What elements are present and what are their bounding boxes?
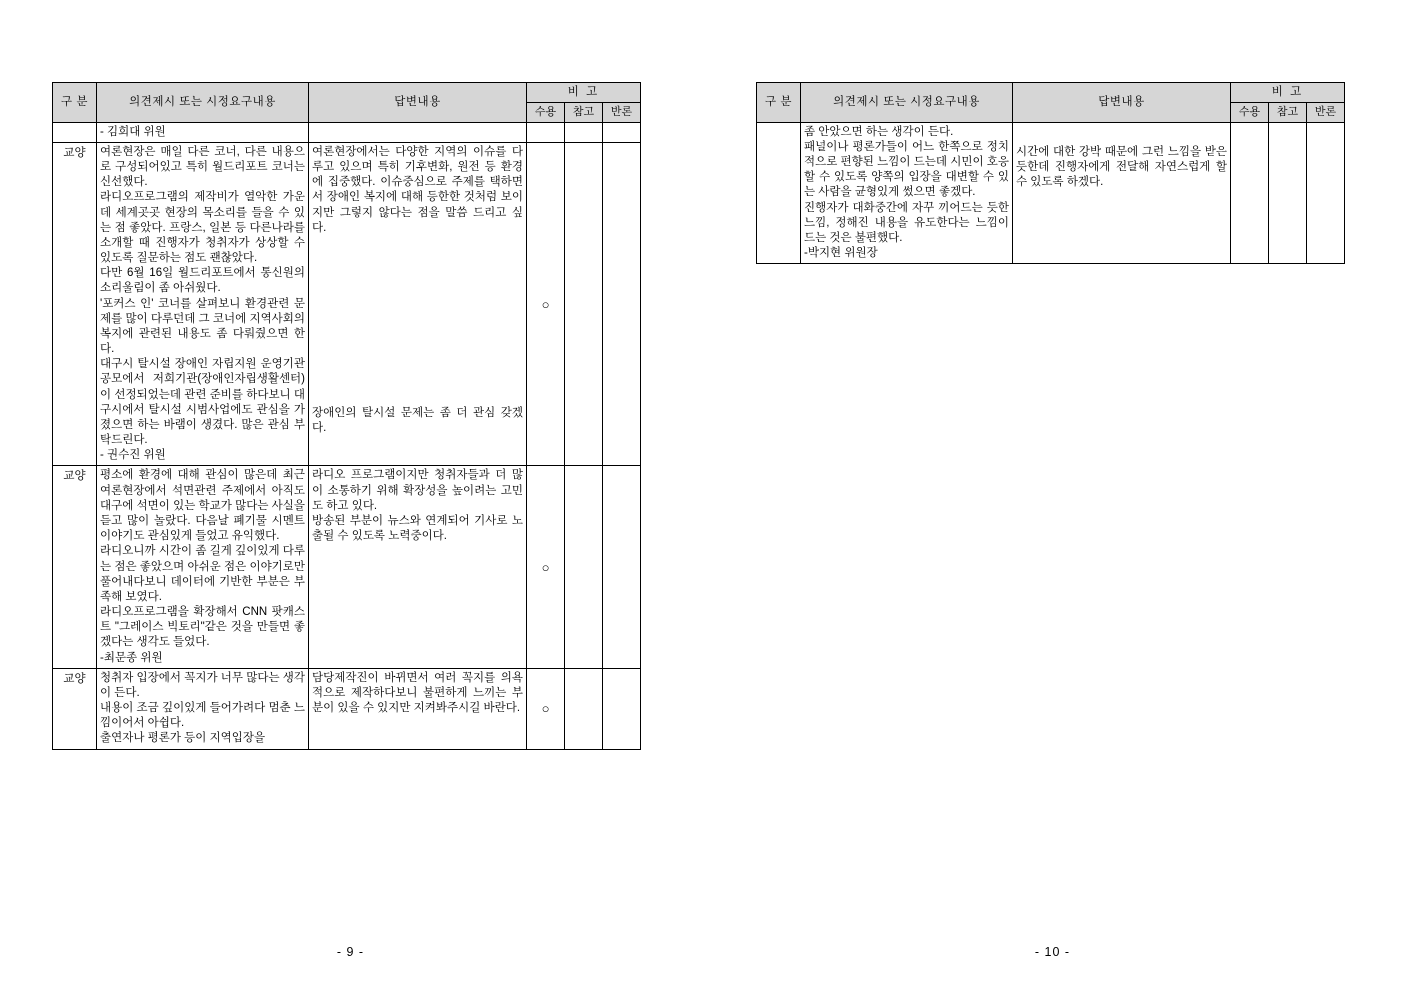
header-accept: 수용	[1231, 103, 1269, 123]
cell-opinion	[97, 122, 309, 142]
opinion-line: - 권수진 위원	[100, 449, 166, 462]
opinion-line: 다만 6월 16일 월드리포트에서 통신원의 소리울림이 좀 아쉬웠다.	[100, 267, 305, 295]
header-reference: 참고	[1269, 103, 1307, 123]
table-header-row-1	[757, 83, 1345, 103]
header-accept: 수용	[527, 103, 565, 123]
answer-line: 담당제작진이 바뀌면서 여러 꼭지를 의욕적으로 제작하다보니 불편하게 느끼는 부분이 있을 수 있지만 지켜봐주시길 바란다.	[312, 671, 523, 715]
page-right	[702, 0, 1403, 992]
header-answer: 답변내용	[309, 83, 527, 123]
cell-gubun	[53, 122, 97, 142]
opinion-line: 패널이나 평론가들이 어느 한쪽으로 정치적으로 편향된 느낌이 드는데 시민이 호응할 수 있도록 양쪽의 입장을 대변할 수 있는 사람을 균형있게 썼으면 좋겠다.	[804, 140, 1009, 199]
header-opinion: 의견제시 또는 시정요구내용	[801, 83, 1013, 123]
opinion-line: 좀 안았으면 하는 생각이 든다.	[804, 125, 954, 138]
cell-gubun: 교양	[53, 142, 97, 466]
answer-line: 라디오 프로그램이지만 청취자들과 더 많이 소통하기 위해 확장성을 높이려는 고민도 하고 있다.	[312, 469, 523, 512]
opinion-line: 라디오니까 시간이 좀 길게 깊이있게 다루는 점은 좋았으며 아쉬운 점은 이야기로만 풀어내다보니 데이터에 기반한 부분은 부족해 보였다.	[100, 545, 305, 603]
cell-reference	[565, 142, 603, 466]
opinion-line: -최문종 위원	[100, 651, 163, 664]
cell-opinion	[97, 466, 309, 668]
opinion-table-right	[756, 82, 1345, 264]
cell-accept	[527, 122, 565, 142]
answer-line: 방송된 부분이 뉴스와 연계되어 기사로 노출될 수 있도록 노력중이다.	[312, 514, 523, 543]
cell-rebut	[1307, 122, 1345, 264]
table-row	[53, 668, 641, 749]
cell-answer	[309, 668, 527, 749]
cell-reference	[1269, 122, 1307, 264]
cell-rebut	[603, 668, 641, 749]
opinion-line: 라디오프로그램의 제작비가 열악한 가운데 세계곳곳 현장의 목소리를 들을 수 있는 점 좋았다. 프랑스, 일본 등 다른나라를 소개할 때 진행자가 청취자가 상상할 수 있도록 질문하는 점도 괜찮았다.	[100, 191, 305, 265]
opinion-table-left	[52, 82, 641, 750]
header-rebut: 반론	[603, 103, 641, 123]
page-left	[0, 0, 701, 992]
right-table-wrapper	[756, 82, 1345, 264]
header-gubun: 구 분	[757, 83, 801, 123]
header-rebut: 반론	[1307, 103, 1345, 123]
cell-accept: ○	[527, 668, 565, 749]
cell-answer	[1013, 122, 1231, 264]
cell-reference	[565, 122, 603, 142]
answer-line: 시간에 대한 강박 때문에 그런 느낌을 받은 듯한데 진행자에게 전달해 자연스럽게 할 수 있도록 하겠다.	[1016, 145, 1227, 189]
answer-spacer	[312, 236, 523, 406]
cell-opinion	[97, 142, 309, 466]
cell-rebut	[603, 122, 641, 142]
header-gubun: 구 분	[53, 83, 97, 123]
cell-accept	[1231, 122, 1269, 264]
cell-reference	[565, 668, 603, 749]
cell-rebut	[603, 142, 641, 466]
cell-answer	[309, 122, 527, 142]
header-reference: 참고	[565, 103, 603, 123]
cell-answer	[309, 142, 527, 466]
opinion-line: 대구시 탈시설 장애인 자립지원 운영기관 공모에서 저희기관(장애인자립생활센터)이 선정되었는데 관련 준비를 하다보니 대구시에서 탈시설 시범사업에도 관심을 가졌으면 하는 바램이 생겼다. 많은 관심 부탁드린다.	[100, 358, 305, 447]
opinion-line: 내용이 조금 깊이있게 들어가려다 멈춘 느낌이어서 아쉽다.	[100, 702, 305, 730]
cell-gubun	[757, 122, 801, 264]
opinion-line: 라디오프로그램을 확장해서 CNN 팟캐스트 "그레이스 빅토리"같은 것을 만들면 좋겠다는 생각도 들었다.	[100, 606, 305, 649]
table-row	[757, 122, 1345, 264]
header-answer: 답변내용	[1013, 83, 1231, 123]
cell-gubun: 교양	[53, 466, 97, 668]
cell-opinion	[801, 122, 1013, 264]
opinion-line: 출연자나 평론가 등이 지역입장을	[100, 732, 266, 745]
page-number-right: - 10 -	[1034, 945, 1071, 959]
opinion-line: - 김희대 위원	[100, 125, 166, 138]
cell-gubun: 교양	[53, 668, 97, 749]
table-row	[53, 122, 641, 142]
table-header-row-1	[53, 83, 641, 103]
table-row	[53, 466, 641, 668]
cell-rebut	[603, 466, 641, 668]
page-number-left: - 9 -	[336, 945, 365, 959]
header-bigo: 비 고	[1231, 83, 1345, 103]
cell-opinion	[97, 668, 309, 749]
cell-reference	[565, 466, 603, 668]
header-opinion: 의견제시 또는 시정요구내용	[97, 83, 309, 123]
cell-accept: ○	[527, 142, 565, 466]
opinion-line: 평소에 환경에 대해 관심이 많은데 최근 여론현장에서 석면관련 주제에서 아직도 대구에 석면이 있는 학교가 많다는 사실을 듣고 많이 놀랐다. 다음날 폐기물 시멘트 이야기도 관심있게 들었고 유익했다.	[100, 469, 305, 543]
cell-answer	[309, 466, 527, 668]
left-table-wrapper	[52, 82, 641, 750]
answer-line: 여론현장에서는 다양한 지역의 이슈를 다루고 있으며 특히 기후변화, 원전 등 환경에 집중했다. 이슈중심으로 주제를 택하면서 장애인 복지에 대해 등한한 것처럼 보이지만 그렇지 않다는 점을 말씀 드리고 싶다.	[312, 145, 523, 234]
table-row	[53, 142, 641, 466]
opinion-line: 여론현장은 매일 다른 코너, 다른 내용으로 구성되어있고 특히 월드리포트 코너는 신선했다.	[100, 145, 305, 189]
opinion-line: '포커스 인' 코너를 살펴보니 환경관련 문제를 많이 다루던데 그 코너에 지역사회의 복지에 관련된 내용도 좀 다뤄줬으면 한다.	[100, 297, 305, 356]
opinion-line: -박지현 위원장	[804, 247, 878, 260]
cell-accept: ○	[527, 466, 565, 668]
header-bigo: 비 고	[527, 83, 641, 103]
answer-spacer	[1016, 125, 1227, 145]
opinion-line: 청취자 입장에서 꼭지가 너무 많다는 생각이 든다.	[100, 671, 305, 699]
answer-line: 장애인의 탈시설 문제는 좀 더 관심 갖겠다.	[312, 406, 523, 435]
opinion-line: 진행자가 대화중간에 자꾸 끼어드는 듯한 느낌, 정해진 내용을 유도한다는 느낌이 드는 것은 불편했다.	[804, 201, 1009, 244]
